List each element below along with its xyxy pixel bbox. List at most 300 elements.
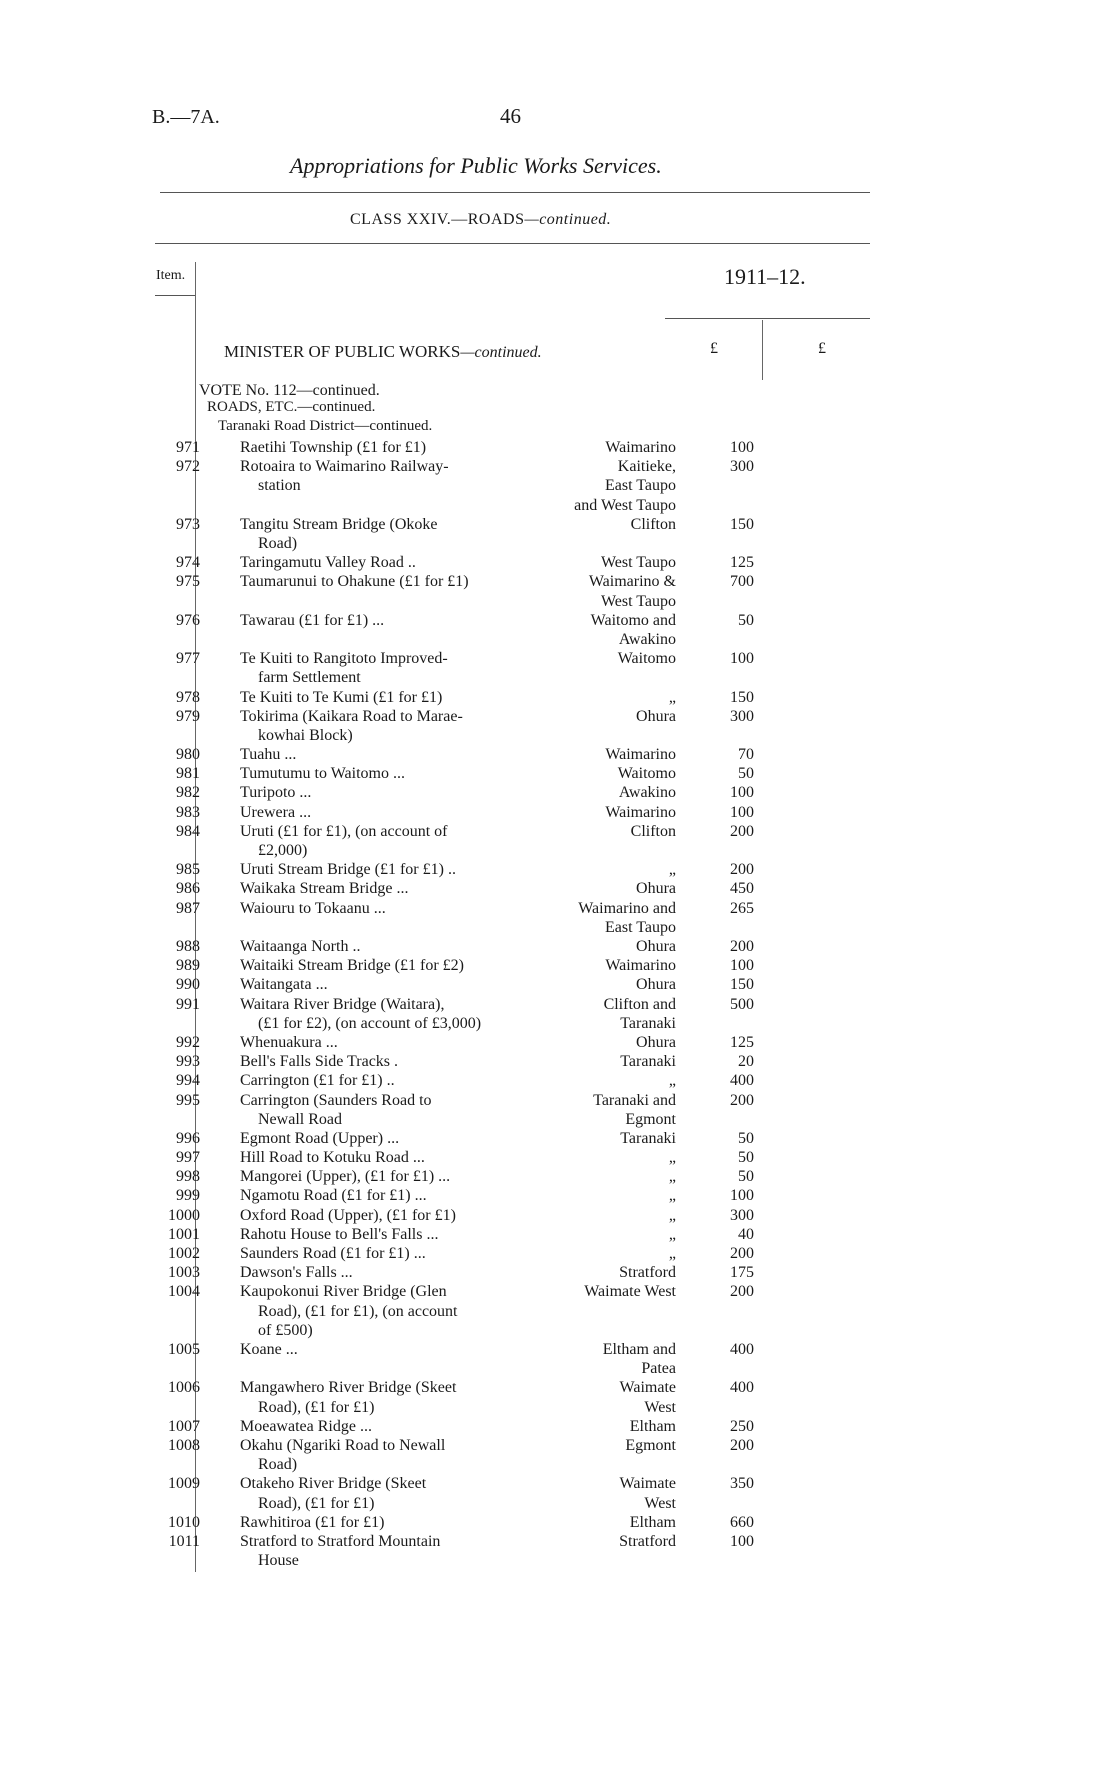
description-line: Tuahu ...	[240, 746, 297, 764]
description-line: Waitara River Bridge (Waitara),	[240, 995, 445, 1013]
electoral-district	[516, 1225, 676, 1244]
item-description	[240, 1225, 540, 1244]
item-number: 981	[176, 765, 200, 783]
item-number: 974	[176, 554, 200, 572]
description-line: Tumutumu to Waitomo ...	[240, 765, 405, 783]
district-line: West Taupo	[600, 554, 676, 572]
electoral-district	[516, 764, 676, 783]
description-line: Road)	[258, 534, 298, 552]
item-number: 983	[176, 803, 200, 821]
district-line: Waimate West	[584, 1283, 676, 1301]
item-number: 990	[176, 976, 200, 994]
item-description	[240, 783, 540, 802]
item-number: 987	[176, 899, 200, 917]
description-line: Whenuakura ...	[240, 1033, 338, 1051]
item-number: 985	[176, 861, 200, 879]
item-number: 976	[176, 611, 200, 629]
electoral-district	[516, 745, 676, 764]
table-row	[0, 1167, 1114, 1186]
description-line: Rawhitiroa (£1 for £1)	[240, 1513, 385, 1531]
description-line: Mangawhero River Bridge (Skeet	[240, 1379, 457, 1397]
table-row	[0, 783, 1114, 802]
item-description	[240, 1263, 540, 1282]
item-number: 1007	[168, 1417, 200, 1435]
electoral-district	[516, 1167, 676, 1186]
electoral-district	[516, 1474, 676, 1512]
district-line: Taranaki	[620, 1014, 676, 1032]
item-description	[240, 860, 540, 879]
electoral-district	[516, 803, 676, 822]
document-reference: B.—7A.	[152, 106, 220, 128]
table-row	[0, 457, 1114, 515]
description-line: Egmont Road (Upper) ...	[240, 1129, 400, 1147]
year-column-heading: 1911–12.	[724, 264, 806, 289]
electoral-district	[516, 860, 676, 879]
table-row	[0, 956, 1114, 975]
amount: 50	[738, 1129, 754, 1147]
class-heading-continued: —continued.	[524, 211, 612, 228]
table-row	[0, 438, 1114, 457]
district-line: Clifton	[630, 822, 676, 840]
item-description	[240, 956, 540, 975]
header-rule	[160, 192, 870, 193]
electoral-district	[516, 1244, 676, 1263]
district-line: Waimate	[619, 1475, 676, 1493]
electoral-district	[516, 515, 676, 534]
amount: 450	[730, 880, 754, 898]
table-row	[0, 1033, 1114, 1052]
table-row	[0, 515, 1114, 553]
item-number: 1009	[168, 1475, 200, 1493]
electoral-district	[516, 1033, 676, 1052]
amount: 200	[730, 1245, 754, 1263]
district-line: Taranaki	[620, 1129, 676, 1147]
amount: 700	[730, 573, 754, 591]
description-line: Ngamotu Road (£1 for £1) ...	[240, 1187, 427, 1205]
item-description	[240, 1244, 540, 1263]
item-number: 1011	[168, 1532, 200, 1550]
amount-column-divider	[762, 320, 763, 380]
district-heading: Taranaki Road District—continued.	[218, 418, 433, 434]
item-number: 989	[176, 957, 200, 975]
item-number: 980	[176, 746, 200, 764]
electoral-district	[516, 707, 676, 726]
item-description	[240, 707, 540, 745]
table-row	[0, 1244, 1114, 1263]
table-row	[0, 745, 1114, 764]
electoral-district	[516, 1513, 676, 1532]
vote-heading: VOTE No. 112—continued.	[199, 382, 380, 399]
electoral-district	[516, 1052, 676, 1071]
district-line: Eltham and	[602, 1341, 676, 1359]
item-number: 1004	[168, 1283, 200, 1301]
description-line: Turipoto ...	[240, 784, 312, 802]
item-heading-rule	[155, 295, 195, 296]
description-line: Road), (£1 for £1)	[258, 1494, 375, 1512]
description-line: Koane ...	[240, 1341, 298, 1359]
currency-symbol-2: £	[818, 340, 826, 357]
district-line: Ohura	[636, 707, 676, 725]
amount: 100	[730, 784, 754, 802]
table-row	[0, 1071, 1114, 1090]
electoral-district	[516, 1129, 676, 1148]
district-line: Taranaki	[620, 1053, 676, 1071]
description-line: £2,000)	[258, 842, 308, 860]
ministry-continued: —continued.	[460, 344, 542, 361]
table-row	[0, 1378, 1114, 1416]
amount: 200	[730, 822, 754, 840]
item-number: 999	[176, 1187, 200, 1205]
item-description	[240, 1474, 540, 1512]
electoral-district	[516, 1532, 676, 1551]
description-line: Carrington (£1 for £1) ..	[240, 1072, 395, 1090]
item-description	[240, 745, 540, 764]
amount: 400	[730, 1379, 754, 1397]
district-line: „	[668, 1187, 676, 1205]
item-number: 1005	[168, 1341, 200, 1359]
amount: 300	[730, 707, 754, 725]
electoral-district	[516, 783, 676, 802]
district-line: „	[668, 1245, 676, 1263]
district-line: West	[644, 1398, 676, 1416]
amount: 100	[730, 1532, 754, 1550]
description-line: Te Kuiti to Rangitoto Improved-	[240, 650, 448, 668]
description-line: Stratford to Stratford Mountain	[240, 1532, 441, 1550]
description-line: Tokirima (Kaikara Road to Marae-	[240, 707, 463, 725]
item-number: 978	[176, 688, 200, 706]
electoral-district	[516, 438, 676, 457]
item-description	[240, 899, 540, 918]
description-line: Waitangata ...	[240, 976, 328, 994]
table-row	[0, 1340, 1114, 1378]
item-number: 1010	[168, 1513, 200, 1531]
item-description	[240, 515, 540, 553]
electoral-district	[516, 822, 676, 841]
amount: 150	[730, 515, 754, 533]
district-line: Taranaki and	[593, 1091, 676, 1109]
description-line: Oxford Road (Upper), (£1 for £1)	[240, 1206, 456, 1224]
electoral-district	[516, 688, 676, 707]
district-line: Waitomo	[617, 765, 676, 783]
district-line: Ohura	[636, 880, 676, 898]
item-description	[240, 1033, 540, 1052]
amount: 500	[730, 995, 754, 1013]
item-description	[240, 649, 540, 687]
amount: 300	[730, 458, 754, 476]
table-row	[0, 937, 1114, 956]
table-row	[0, 1091, 1114, 1129]
table-row	[0, 1532, 1114, 1570]
item-description	[240, 1206, 540, 1225]
table-row	[0, 1282, 1114, 1340]
district-line: „	[668, 688, 676, 706]
district-line: Waimarino &	[588, 573, 676, 591]
item-number: 977	[176, 650, 200, 668]
district-line: „	[668, 1072, 676, 1090]
ministry-name: MINISTER OF PUBLIC WORKS	[224, 342, 461, 361]
amount: 400	[730, 1072, 754, 1090]
district-line: Ohura	[636, 1033, 676, 1051]
table-row	[0, 1436, 1114, 1474]
district-line: Patea	[641, 1360, 676, 1378]
electoral-district	[516, 457, 676, 515]
description-line: Bell's Falls Side Tracks .	[240, 1053, 399, 1071]
item-description	[240, 1129, 540, 1148]
table-row	[0, 572, 1114, 610]
item-number: 971	[176, 439, 200, 456]
table-row	[0, 1263, 1114, 1282]
description-line: Te Kuiti to Te Kumi (£1 for £1)	[240, 688, 443, 706]
amount: 265	[730, 899, 754, 917]
item-number: 993	[176, 1053, 200, 1071]
amount: 40	[738, 1225, 754, 1243]
item-number: 982	[176, 784, 200, 802]
amount: 200	[730, 1436, 754, 1454]
item-description	[240, 1340, 540, 1359]
electoral-district	[516, 649, 676, 668]
district-line: West	[644, 1494, 676, 1512]
district-line: Egmont	[625, 1436, 676, 1454]
description-line: of £500)	[258, 1321, 313, 1339]
item-description	[240, 1148, 540, 1167]
amount: 660	[730, 1513, 754, 1531]
item-number: 1006	[168, 1379, 200, 1397]
item-description	[240, 611, 540, 630]
district-line: Ohura	[636, 976, 676, 994]
table-row	[0, 707, 1114, 745]
item-number: 995	[176, 1091, 200, 1109]
class-heading-text: CLASS XXIV.—ROADS	[350, 211, 525, 228]
electoral-district	[516, 1071, 676, 1090]
amount: 200	[730, 1091, 754, 1109]
currency-symbol-1: £	[710, 340, 718, 357]
item-number: 994	[176, 1072, 200, 1090]
district-line: Waimarino	[605, 439, 676, 456]
electoral-district	[516, 1417, 676, 1436]
item-number: 997	[176, 1149, 200, 1167]
description-line: Dawson's Falls ...	[240, 1264, 353, 1282]
district-line: Waimarino	[605, 957, 676, 975]
description-line: Uruti (£1 for £1), (on account of	[240, 822, 448, 840]
description-line: farm Settlement	[258, 669, 361, 687]
table-row	[0, 1186, 1114, 1205]
electoral-district	[516, 1340, 676, 1378]
amount: 350	[730, 1475, 754, 1493]
item-number: 973	[176, 515, 200, 533]
district-line: East Taupo	[604, 477, 676, 495]
table-row	[0, 1417, 1114, 1436]
description-line: Raetihi Township (£1 for £1)	[240, 439, 427, 456]
table-row	[0, 995, 1114, 1033]
description-line: Hill Road to Kotuku Road ...	[240, 1149, 425, 1167]
district-line: West Taupo	[600, 592, 676, 610]
description-line: Carrington (Saunders Road to	[240, 1091, 432, 1109]
item-description	[240, 572, 540, 591]
item-description	[240, 1282, 540, 1340]
item-description	[240, 937, 540, 956]
page-title: Appropriations for Public Works Services.	[290, 153, 662, 178]
electoral-district	[516, 956, 676, 975]
item-description	[240, 879, 540, 898]
description-line: Waikaka Stream Bridge ...	[240, 880, 409, 898]
item-description	[240, 1071, 540, 1090]
description-line: Rahotu House to Bell's Falls ...	[240, 1225, 439, 1243]
table-row	[0, 1052, 1114, 1071]
district-line: Waimarino	[605, 803, 676, 821]
district-line: and West Taupo	[574, 496, 676, 514]
item-description	[240, 1378, 540, 1416]
table-row	[0, 1474, 1114, 1512]
table-row	[0, 1148, 1114, 1167]
district-line: Waitomo	[617, 650, 676, 668]
description-line: (£1 for £2), (on account of £3,000)	[258, 1014, 482, 1032]
amount: 200	[730, 861, 754, 879]
district-line: Waimate	[619, 1379, 676, 1397]
description-line: Tawarau (£1 for £1) ...	[240, 611, 385, 629]
item-number: 1000	[168, 1206, 200, 1224]
table-row	[0, 975, 1114, 994]
district-line: „	[668, 861, 676, 879]
district-line: Ohura	[636, 938, 676, 956]
electoral-district	[516, 1206, 676, 1225]
table-row	[0, 1513, 1114, 1532]
district-line: Stratford	[619, 1264, 676, 1282]
description-line: House	[258, 1552, 299, 1570]
item-description	[240, 995, 540, 1033]
electoral-district	[516, 1436, 676, 1455]
description-line: Waiouru to Tokaanu ...	[240, 899, 386, 917]
electoral-district	[516, 1148, 676, 1167]
district-line: Kaitieke,	[617, 458, 676, 476]
appropriation-rows	[0, 438, 1114, 1570]
description-line: Moeawatea Ridge ...	[240, 1417, 372, 1435]
item-description	[240, 688, 540, 707]
class-heading	[350, 211, 611, 229]
district-line: Eltham	[629, 1513, 676, 1531]
item-number: 996	[176, 1129, 200, 1147]
amount: 70	[738, 746, 754, 764]
description-line: Uruti Stream Bridge (£1 for £1) ..	[240, 861, 456, 879]
item-description	[240, 1186, 540, 1205]
item-description	[240, 1532, 540, 1570]
description-line: Mangorei (Upper), (£1 for £1) ...	[240, 1168, 451, 1186]
item-number: 991	[176, 995, 200, 1013]
year-heading-rule	[665, 318, 870, 319]
item-number: 984	[176, 822, 200, 840]
table-row	[0, 822, 1114, 860]
table-row	[0, 803, 1114, 822]
amount: 100	[730, 1187, 754, 1205]
description-line: Road)	[258, 1456, 298, 1474]
item-description	[240, 438, 540, 457]
electoral-district	[516, 1282, 676, 1301]
table-row	[0, 553, 1114, 572]
amount: 150	[730, 688, 754, 706]
electoral-district	[516, 1378, 676, 1416]
electoral-district	[516, 937, 676, 956]
item-number: 988	[176, 938, 200, 956]
electoral-district	[516, 1091, 676, 1129]
item-column-heading: Item.	[156, 268, 186, 283]
table-row	[0, 899, 1114, 937]
district-line: „	[668, 1225, 676, 1243]
item-number: 1001	[168, 1225, 200, 1243]
item-number: 979	[176, 707, 200, 725]
item-description	[240, 1167, 540, 1186]
amount: 50	[738, 1168, 754, 1186]
description-line: Waitaiki Stream Bridge (£1 for £2)	[240, 957, 464, 975]
amount: 50	[738, 765, 754, 783]
description-line: Newall Road	[258, 1110, 342, 1128]
district-line: „	[668, 1206, 676, 1224]
amount: 100	[730, 650, 754, 668]
item-number: 986	[176, 880, 200, 898]
ministry-heading	[224, 342, 542, 362]
electoral-district	[516, 899, 676, 937]
amount: 250	[730, 1417, 754, 1435]
district-line: Awakino	[618, 784, 676, 802]
item-number: 1008	[168, 1436, 200, 1454]
table-row	[0, 879, 1114, 898]
item-number: 998	[176, 1168, 200, 1186]
description-line: Saunders Road (£1 for £1) ...	[240, 1245, 426, 1263]
roads-heading: ROADS, ETC.—continued.	[207, 399, 376, 415]
description-line: Road), (£1 for £1)	[258, 1398, 375, 1416]
description-line: kowhai Block)	[258, 726, 353, 744]
description-line: Taumarunui to Ohakune (£1 for £1)	[240, 573, 469, 591]
electoral-district	[516, 572, 676, 610]
item-description	[240, 1417, 540, 1436]
amount: 150	[730, 976, 754, 994]
description-line: Urewera ...	[240, 803, 312, 821]
electoral-district	[516, 611, 676, 649]
amount: 125	[730, 1033, 754, 1051]
item-description	[240, 764, 540, 783]
amount: 300	[730, 1206, 754, 1224]
amount: 400	[730, 1341, 754, 1359]
table-row	[0, 764, 1114, 783]
district-line: Clifton	[630, 515, 676, 533]
district-line: East Taupo	[604, 918, 676, 936]
district-line: Waimarino and	[578, 899, 676, 917]
item-description	[240, 1513, 540, 1532]
item-description	[240, 803, 540, 822]
item-number: 975	[176, 573, 200, 591]
description-line: Okahu (Ngariki Road to Newall	[240, 1436, 446, 1454]
district-line: Eltham	[629, 1417, 676, 1435]
district-line: „	[668, 1168, 676, 1186]
item-description	[240, 457, 540, 495]
item-description	[240, 553, 540, 572]
amount: 200	[730, 938, 754, 956]
amount: 175	[730, 1264, 754, 1282]
description-line: Otakeho River Bridge (Skeet	[240, 1475, 427, 1493]
item-number: 992	[176, 1033, 200, 1051]
amount: 200	[730, 1283, 754, 1301]
district-line: Egmont	[625, 1110, 676, 1128]
district-line: „	[668, 1149, 676, 1167]
description-line: Road), (£1 for £1), (on account	[258, 1302, 458, 1320]
item-description	[240, 822, 540, 860]
district-line: Awakino	[618, 630, 676, 648]
table-row	[0, 860, 1114, 879]
table-top-rule	[155, 243, 870, 244]
electoral-district	[516, 995, 676, 1033]
amount: 100	[730, 439, 754, 456]
table-row	[0, 688, 1114, 707]
amount: 100	[730, 957, 754, 975]
table-row	[0, 1225, 1114, 1244]
